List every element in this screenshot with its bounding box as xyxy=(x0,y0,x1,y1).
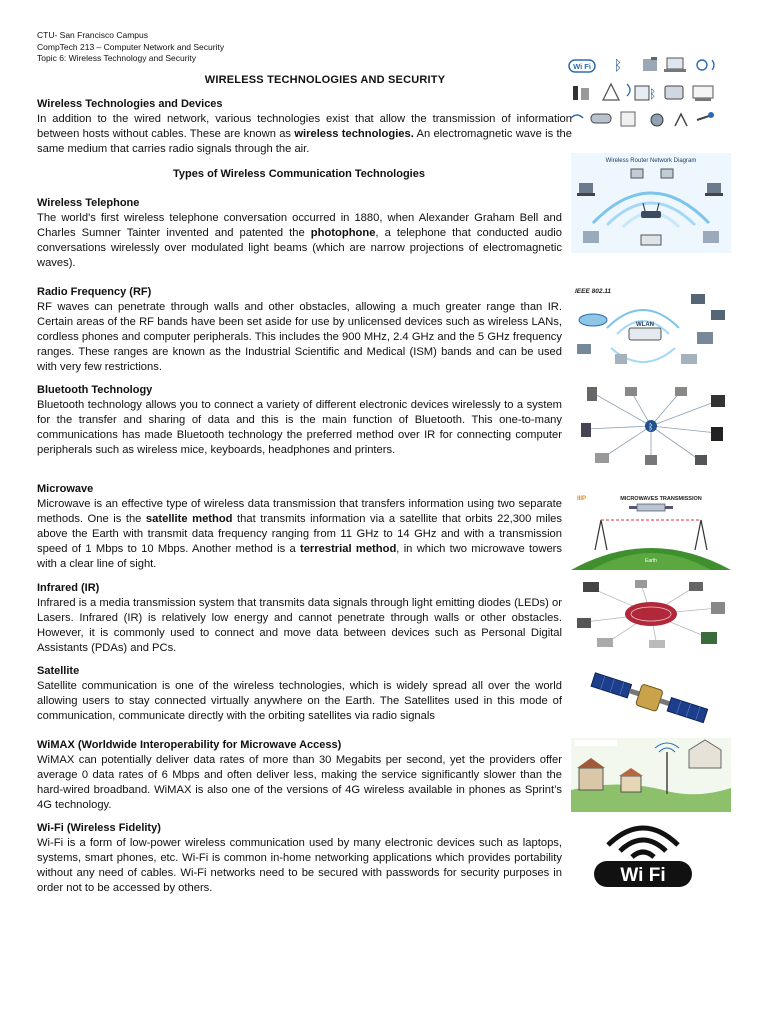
microwave-transmission-image xyxy=(571,492,731,570)
ieee-label: IEEE 802.11 xyxy=(575,288,612,295)
section-body: Infrared is a media transmission system that transmits data signals through light emitting diodes (LEDs) or Lasers. Infrared (IR) is relatively low energy and cannot penetrate through walls or other obstacles. However, it is commonly used to connect and move data between devices such as Personal Digital Assistants (PDAs) and PCs. xyxy=(37,597,562,655)
section-heading: Wireless Technologies and Devices xyxy=(37,98,223,110)
section-satellite xyxy=(37,664,562,724)
bluetooth-diagram-image xyxy=(571,383,731,469)
wifi-logo-text: Wi Fi xyxy=(620,865,666,886)
header-campus: CTU- San Francisco Campus xyxy=(37,30,149,40)
document-title: WIRELESS TECHNOLOGIES AND SECURITY xyxy=(204,74,446,86)
header-course: CompTech 213 – Computer Network and Security xyxy=(37,41,225,52)
section-bluetooth xyxy=(37,383,562,458)
section-heading: Microwave xyxy=(37,483,94,495)
section-body: Satellite communication is one of the wireless technologies, which is widely spread all over the world allowing users to stay connected virtually anywhere on the Earth. The Satellites used in this mode of communication, communicate directly with the orbiting satellites via radio signals xyxy=(37,680,562,723)
section-body: RF waves can penetrate through walls and other obstacles, allowing a much greater range than IR. Certain areas of the RF bands have been set aside for use by unlicensed devices such as wireless LANs, cordless phones and computer peripherals. This includes the 900 MHz, 2.4 GHz and the 5 GHz frequency ranges. These ranges are known as the Industrial Scientific and Medical (ISM) bands and can be used with very few restrictions. xyxy=(37,301,562,374)
section-heading: Wi-Fi (Wireless Fidelity) xyxy=(37,822,161,834)
microwave-title: MICROWAVES TRANSMISSION xyxy=(620,496,702,502)
section-wireless-telephone xyxy=(37,196,562,271)
section-wimax xyxy=(37,738,562,813)
section-heading: Bluetooth Technology xyxy=(37,384,153,396)
wifi-logo-text: Wi Fi xyxy=(573,62,591,71)
section-body: WiMAX can potentially deliver data rates of more than 30 Megabits per second, yet the providers offer average 0 data rates of 6 Mbps and often deliver less, making the service significantly slower than the hard-wired broadband. WiMAX is also one of the versions of 4G wireless available in phones as Sprint’s 4G technology. xyxy=(37,754,562,812)
svg-text:ᛒ: ᛒ xyxy=(648,422,654,432)
wifi-logo-image xyxy=(586,815,700,891)
section-wifi xyxy=(37,821,562,896)
section-body: In addition to the wired network, various technologies exist that allow the transmission of information between hosts without cables. These are known as wireless technologies. An electromagnetic wave is the same medium that carries radio signals through the air. xyxy=(37,113,572,156)
wireless-router-diagram-image xyxy=(571,153,731,253)
wimax-diagram-image xyxy=(571,738,731,812)
router-diagram-title: Wireless Router Network Diagram xyxy=(605,158,697,164)
section-subtitle: Types of Wireless Communication Technologies xyxy=(173,168,425,180)
infrared-diagram-image xyxy=(571,578,731,650)
wireless-devices-icons-image xyxy=(565,48,730,138)
section-body: Bluetooth technology allows you to connect a variety of different electronic devices wirelessly to a system for the transfer and sharing of data and this is the main function of Bluetooth. This one-to-many communications has made Bluetooth technology the preferred method over IR for connecting computer peripherals such as wireless mice, keyboards, headphones and printers. xyxy=(37,399,562,457)
satellite-image xyxy=(586,669,714,729)
section-intro xyxy=(37,97,572,157)
header-topic: Topic 6: Wireless Technology and Security xyxy=(37,53,197,63)
section-body: Microwave is an effective type of wireless data transmission that transfers information using two separate methods. One is the satellite method that transmits information via a satellite that orbits 22,300 miles above the Earth with transmit data frequency ranging from 11 GHz to 14 GHz and with a transmission speed of 1 Mbps to 10 Mbps. Another method is a terrestrial method, in which two microwave towers with a clear line of sight. xyxy=(37,498,562,571)
microwave-earth-label: Earth xyxy=(645,558,657,564)
section-heading: Infrared (IR) xyxy=(37,582,100,594)
svg-text:ᛒ: ᛒ xyxy=(613,57,623,73)
section-heading: Satellite xyxy=(37,665,80,677)
wlan-label: WLAN xyxy=(636,322,654,328)
section-body: The world's first wireless telephone conversation occurred in 1880, when Alexander Graham Bell and Charles Sumner Tainter invented and patented the photophone, a telephone that conducted audio conversations wirelessly over modulated light beams (which are narrow projections of electromagnetic waves). xyxy=(37,212,563,270)
section-heading: WiMAX (Worldwide Interoperability for Microwave Access) xyxy=(37,739,342,751)
ieee-wlan-diagram-image xyxy=(571,284,731,370)
svg-text:ᛒ: ᛒ xyxy=(649,87,657,101)
section-microwave xyxy=(37,482,562,572)
section-body: Wi-Fi is a form of low-power wireless communication used by many electronic devices such as laptops, systems, smart phones, etc. Wi-Fi is common in-home networking applications which provides portability without any need of cables. Wi-Fi networks need to be secured with passwords for security purposes in order not to be accessed by others. xyxy=(37,837,562,895)
document-header xyxy=(37,30,224,65)
section-radio-frequency xyxy=(37,285,562,375)
microwave-logo: IIIP xyxy=(577,496,587,502)
section-infrared xyxy=(37,581,562,656)
section-heading: Radio Frequency (RF) xyxy=(37,286,152,298)
section-heading: Wireless Telephone xyxy=(37,197,140,209)
